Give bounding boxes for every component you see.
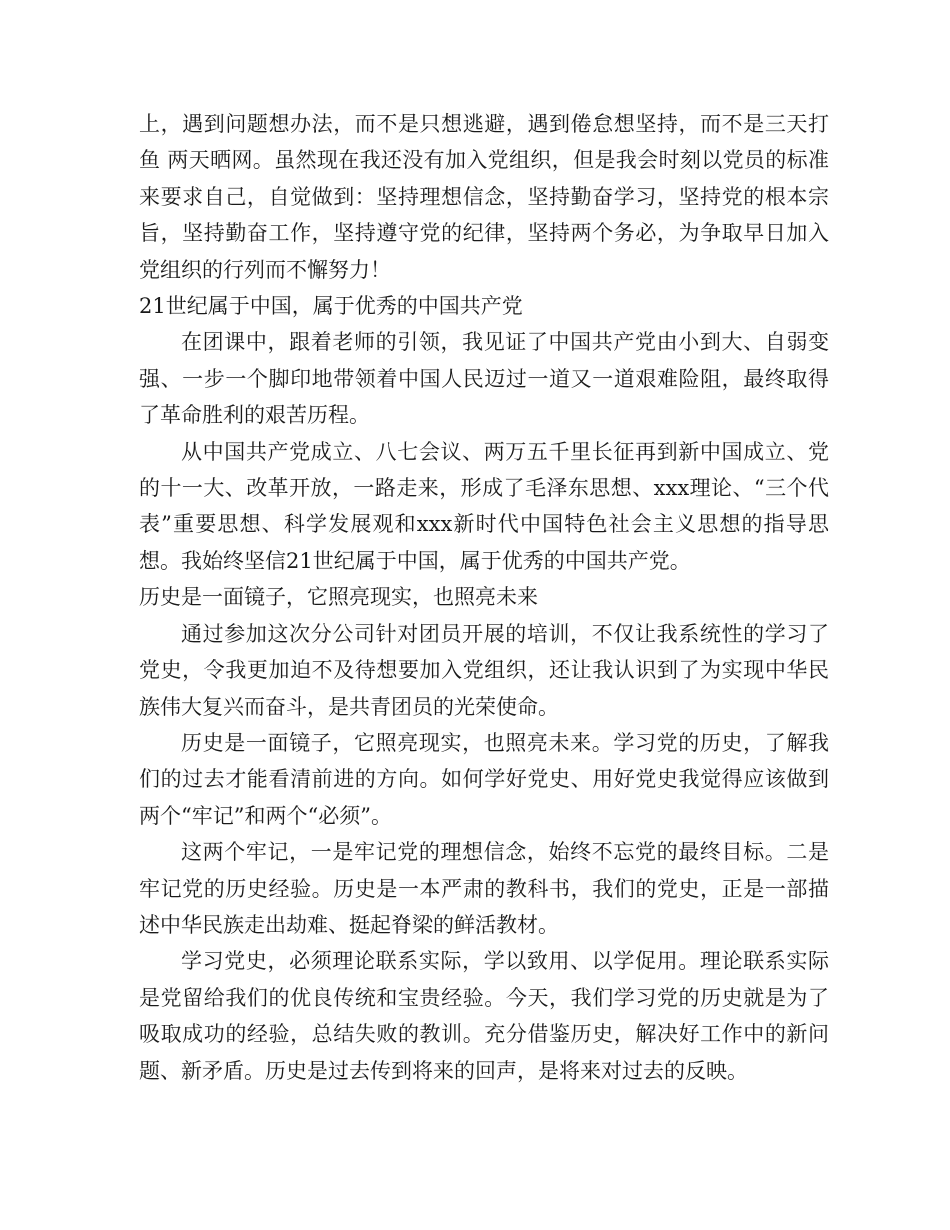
paragraph-history-mirror: 历史是一面镜子，它照亮现实，也照亮未来。学习党的历史，了解我们的过去才能看清前进的方向。如何学好党史、用好党史我觉得应该做到两个“牢记”和两个“必须”。 bbox=[139, 730, 829, 828]
paragraph-two-remembers: 这两个牢记，一是牢记党的理想信念，始终不忘党的最终目标。二是牢记党的历史经验。历史是一本严肃的教科书，我们的党史，正是一部描述中华民族走出劫难、挺起脊梁的鲜活教材。 bbox=[139, 840, 829, 937]
paragraph-party-history: 从中国共产党成立、八七会议、两万五千里长征再到新中国成立、党的十一大、改革开放，一路走来，形成了毛泽东思想、xxx理论、“三个代表”重要思想、科学发展观和xxx新时代中国特色社会主义思想的指导思想。我始终坚信21世纪属于中国，属于优秀的中国共产党。 bbox=[139, 439, 829, 573]
section-heading-21st-century: 21世纪属于中国，属于优秀的中国共产党 bbox=[139, 294, 523, 319]
paragraph-training: 通过参加这次分公司针对团员开展的培训，不仅让我系统性的学习了党史，令我更加迫不及待想要加入党组织，还让我认识到了为实现中华民族伟大复兴而奋斗，是共青团员的光荣使命。 bbox=[139, 621, 829, 719]
document-body bbox=[139, 106, 829, 1089]
paragraph-league-class: 在团课中，跟着老师的引领，我见证了中国共产党由小到大、自弱变强、一步一个脚印地带领着中国人民迈过一道又一道艰难险阻，最终取得了革命胜利的艰苦历程。 bbox=[139, 330, 829, 428]
section-heading-history-mirror: 历史是一面镜子，它照亮现实，也照亮未来 bbox=[139, 585, 538, 610]
paragraph-theory-practice: 学习党史，必须理论联系实际，学以致用、以学促用。理论联系实际是党留给我们的优良传统和宝贵经验。今天，我们学习党的历史就是为了吸取成功的经验，总结失败的教训。充分借鉴历史，解决好工作中的新问题、新矛盾。历史是过去传到将来的回声，是将来对过去的反映。 bbox=[139, 949, 829, 1083]
paragraph-continued: 上，遇到问题想办法，而不是只想逃避，遇到倦怠想坚持，而不是三天打鱼 两天晒网。虽然现在我还没有加入党组织，但是我会时刻以党员的标准来要求自己，自觉做到：坚持理想信念，坚持勤奋学习，坚持党的根本宗旨，坚持勤奋工作，坚持遵守党的纪律，坚持两个务必，为争取早日加入党组织的行列而不懈努力！ bbox=[139, 112, 829, 282]
